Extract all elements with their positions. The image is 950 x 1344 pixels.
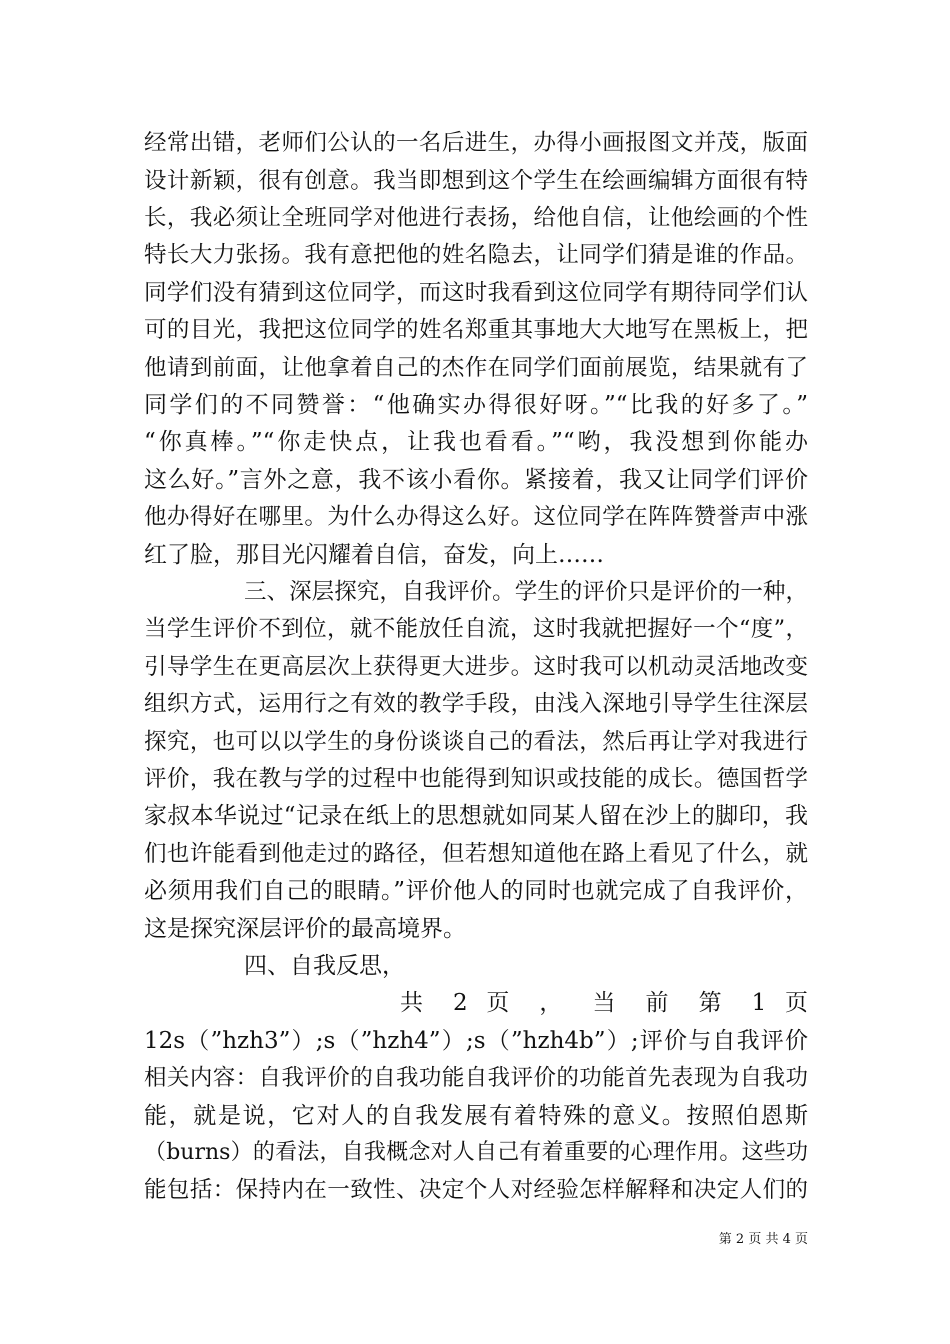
paragraph-line-26: 相关内容：自我评价的自我功能自我评价的功能首先表现为自我功	[144, 1065, 808, 1091]
page-count-notice: 共 2 页 ， 当 前 第 1 页	[400, 990, 808, 1016]
paragraph-line-15: 引导学生在更高层次上获得更大进步。这时我可以机动灵活地改变	[144, 654, 808, 680]
paragraph-line-27: 能，就是说，它对人的自我发展有着特殊的意义。按照伯恩斯	[144, 1103, 808, 1129]
paragraph-line-9: “你真棒。”“你走快点，让我也看看。”“哟，我没想到你能办	[144, 429, 808, 455]
paragraph-line-3: 长，我必须让全班同学对他进行表扬，给他自信，让他绘画的个性	[144, 205, 808, 231]
paragraph-line-16: 组织方式，运用行之有效的教学手段，由浅入深地引导学生往深层	[144, 691, 808, 717]
paragraph-line-18: 评价，我在教与学的过程中也能得到知识或技能的成长。德国哲学	[144, 766, 808, 792]
paragraph-line-22: 这是探究深层评价的最高境界。	[144, 916, 466, 942]
paragraph-line-8: 同学们的不同赞誉：“他确实办得很好呀。”“比我的好多了。”	[144, 392, 808, 418]
paragraph-line-10: 这么好。”言外之意，我不该小看你。紧接着，我又让同学们评价	[144, 467, 808, 493]
paragraph-line-12: 红了脸，那目光闪耀着自信，奋发，向上……	[144, 542, 604, 568]
paragraph-line-6: 可的目光，我把这位同学的姓名郑重其事地大大地写在黑板上，把	[144, 317, 808, 343]
paragraph-line-21: 必须用我们自己的眼睛。”评价他人的同时也就完成了自我评价，	[144, 878, 808, 904]
page-footer: 第 2 页 共 4 页	[718, 1232, 808, 1247]
paragraph-line-19: 家叔本华说过“记录在纸上的思想就如同某人留在沙上的脚印，我	[144, 803, 808, 829]
paragraph-line-7: 他请到前面，让他拿着自己的杰作在同学们面前展览，结果就有了	[144, 355, 808, 381]
paragraph-line-28: （burns）的看法，自我概念对人自己有着重要的心理作用。这些功	[144, 1140, 808, 1165]
section-heading-four: 四、自我反思，	[244, 953, 405, 979]
paragraph-line-2: 设计新颖，很有创意。我当即想到这个学生在绘画编辑方面很有特	[144, 168, 808, 194]
paragraph-line-11: 他办得好在哪里。为什么办得这么好。这位同学在阵阵赞誉声中涨	[144, 504, 808, 530]
paragraph-line-5: 同学们没有猜到这位同学，而这时我看到这位同学有期待同学们认	[144, 280, 808, 306]
paragraph-line-1: 经常出错，老师们公认的一名后进生，办得小画报图文并茂，版面	[144, 130, 808, 156]
section-heading-three: 三、深层探究，自我评价。学生的评价只是评价的一种，	[244, 579, 808, 605]
paragraph-line-17: 探究，也可以以学生的身份谈谈自己的看法，然后再让学对我进行	[144, 729, 808, 755]
paragraph-line-29: 能包括：保持内在一致性、决定个人对经验怎样解释和决定人们的	[144, 1177, 808, 1203]
paragraph-line-14: 当学生评价不到位，就不能放任自流，这时我就把握好一个“度”，	[144, 616, 808, 642]
paragraph-line-20: 们也许能看到他走过的路径，但若想知道他在路上看见了什么，就	[144, 841, 808, 867]
paragraph-line-25: 12s（”hzh3”）;s（”hzh4”）;s（”hzh4b”）;评价与自我评价	[144, 1028, 808, 1054]
paragraph-line-4: 特长大力张扬。我有意把他的姓名隐去，让同学们猜是谁的作品。	[144, 242, 808, 268]
